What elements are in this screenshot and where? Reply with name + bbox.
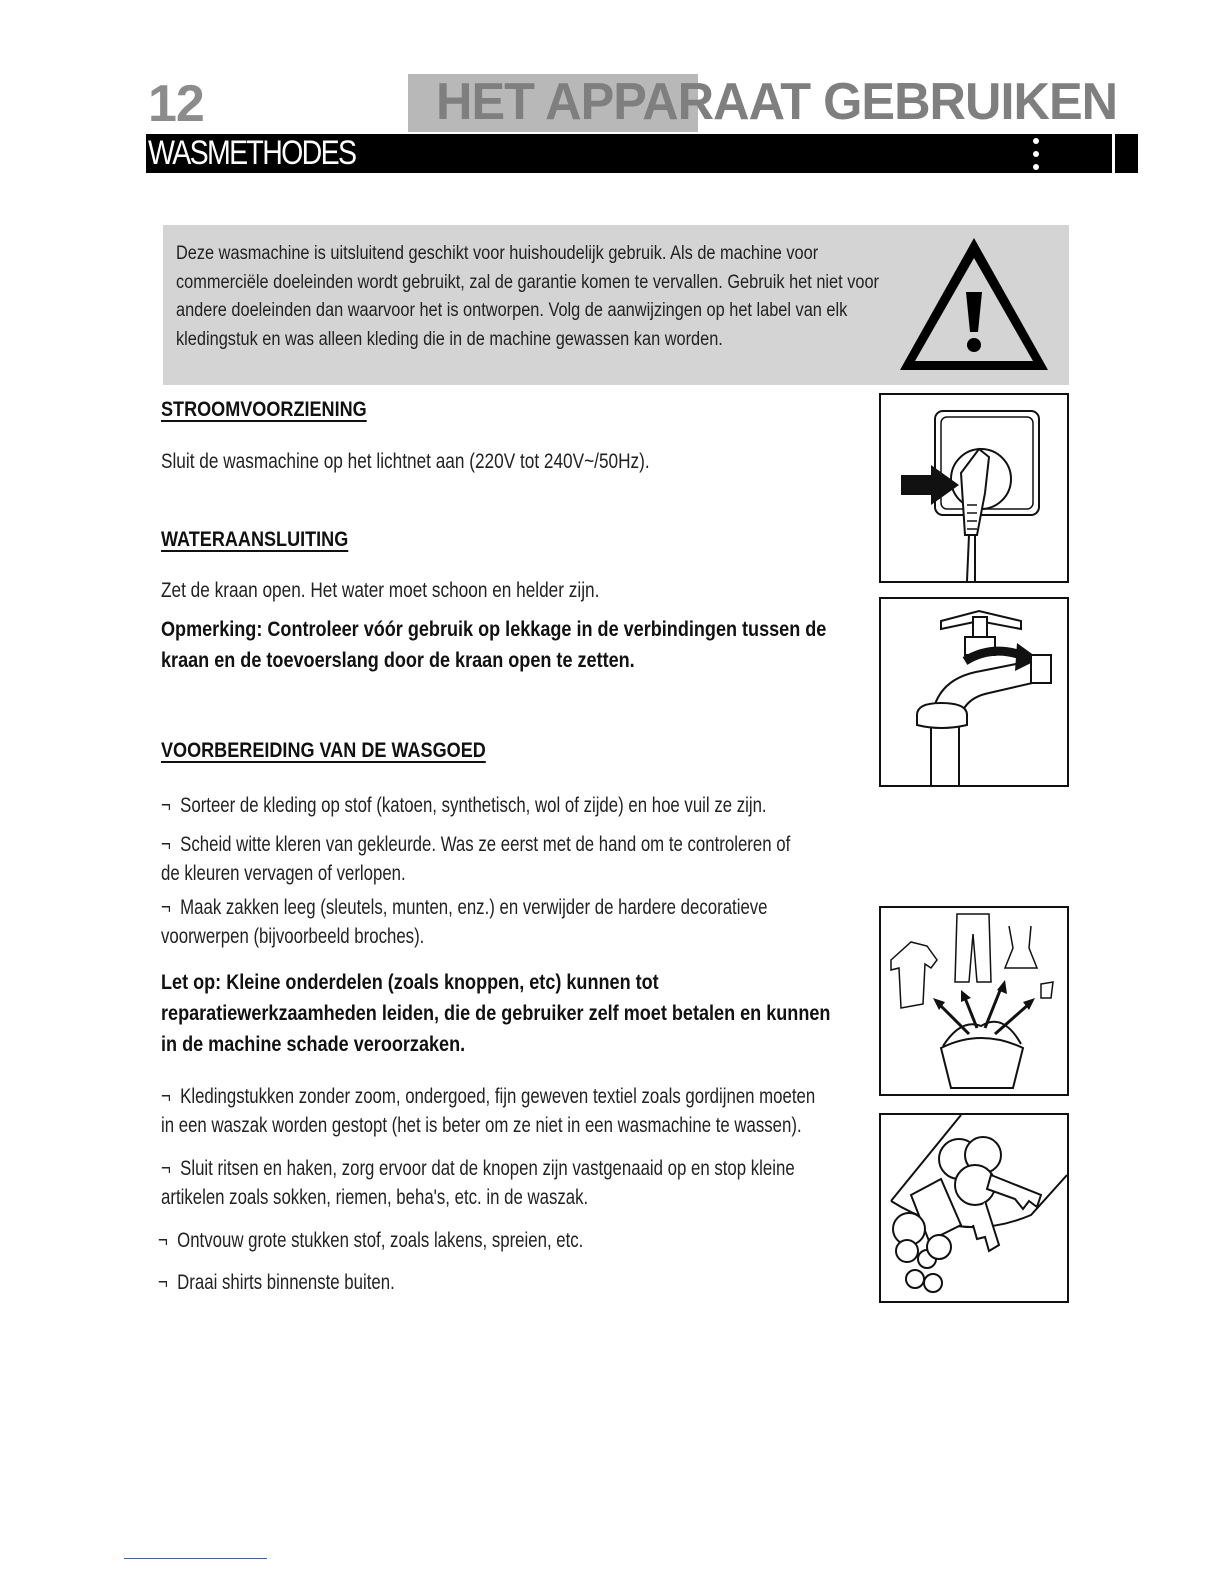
list-item (161, 1154, 841, 1212)
list-item (161, 830, 801, 888)
bullet-symbol: ¬ (161, 833, 171, 856)
page-number: 12 (148, 75, 204, 133)
list-item (158, 1268, 798, 1297)
power-text: Sluit de wasmachine op het lichtnet aan (220V tot 240V~/50Hz). (161, 450, 650, 473)
bar-divider (1112, 134, 1115, 173)
bar-dot (1033, 164, 1039, 170)
warning-triangle-icon (896, 234, 1052, 374)
list-item-text: Ontvouw grote stukken stof, zoals lakens, spreien, etc. (177, 1229, 584, 1252)
water-note: Opmerking: Controleer vóór gebruik op lekkage in de verbindingen tussen de kraan en de toevoerslang door de kraan open te zetten. (161, 618, 827, 672)
warning-text: Deze wasmachine is uitsluitend geschikt voor huishoudelijk gebruik. Als de machine voor commerciële doeleinden wordt gebruikt, zal de garantie komen te vervallen. Gebruik het niet voor andere doeleinden dan waarvoor het is ontworpen. Volg de aanwijzingen op het label van elk kledingstuk en was alleen kleding die in de machine gewassen kan worden. (176, 243, 879, 350)
list-item (161, 893, 793, 951)
bullet-symbol: ¬ (161, 896, 171, 919)
water-text: Zet de kraan open. Het water moet schoon en helder zijn. (161, 579, 600, 602)
list-item-text: Draai shirts binnenste buiten. (177, 1271, 395, 1294)
bullet-symbol: ¬ (158, 1229, 168, 1252)
laundry-sorting-image (879, 906, 1069, 1096)
list-item-text: Maak zakken leeg (sleutels, munten, enz.) en verwijder de hardere decoratieve voorwerpen (bijvoorbeeld broches). (161, 896, 768, 948)
pocket-items-icon (881, 1115, 1067, 1301)
power-plug-image (879, 393, 1069, 583)
bullet-symbol: ¬ (161, 1085, 171, 1108)
pocket-items-image (879, 1113, 1069, 1303)
power-plug-icon (881, 395, 1067, 581)
list-item (161, 791, 801, 820)
bar-dot (1033, 138, 1039, 144)
power-heading: STROOMVOORZIENING (161, 398, 367, 421)
page-title: HET APPARAAT GEBRUIKEN (436, 73, 1118, 131)
list-item-text: Scheid witte kleren van gekleurde. Was ze eerst met de hand om te controleren of de kleuren vervagen of verlopen. (161, 833, 791, 885)
section-title: WASMETHODES (148, 134, 356, 172)
water-tap-icon (881, 599, 1067, 785)
water-heading: WATERAANSLUITING (161, 528, 349, 551)
list-item-text: Sorteer de kleding op stof (katoen, synthetisch, wol of zijde) en hoe vuil ze zijn. (180, 794, 767, 817)
list-item-text: Sluit ritsen en haken, zorg ervoor dat de knopen zijn vastgenaaid op en stop kleine artikelen zoals sokken, riemen, beha's, etc. in de waszak. (161, 1157, 795, 1209)
bullet-symbol: ¬ (161, 1157, 171, 1180)
footer-rule (124, 1558, 267, 1559)
bullet-symbol: ¬ (158, 1271, 168, 1294)
water-tap-image (879, 597, 1069, 787)
list-item (158, 1226, 798, 1255)
bar-dot (1033, 151, 1039, 157)
list-item-text: Kledingstukken zonder zoom, ondergoed, fijn geweven textiel zoals gordijnen moeten in een waszak worden gestopt (het is beter om ze niet in een wasmachine te wassen). (161, 1085, 816, 1137)
laundry-heading: VOORBEREIDING VAN DE WASGOED (161, 739, 486, 762)
laundry-sorting-icon (881, 908, 1067, 1094)
caution-note: Let op: Kleine onderdelen (zoals knoppen, etc) kunnen tot reparatiewerkzaamheden leiden, die de gebruiker zelf moet betalen en kunnen in de machine schade veroorzaken. (161, 971, 831, 1056)
bullet-symbol: ¬ (161, 794, 171, 817)
list-item (161, 1082, 817, 1140)
